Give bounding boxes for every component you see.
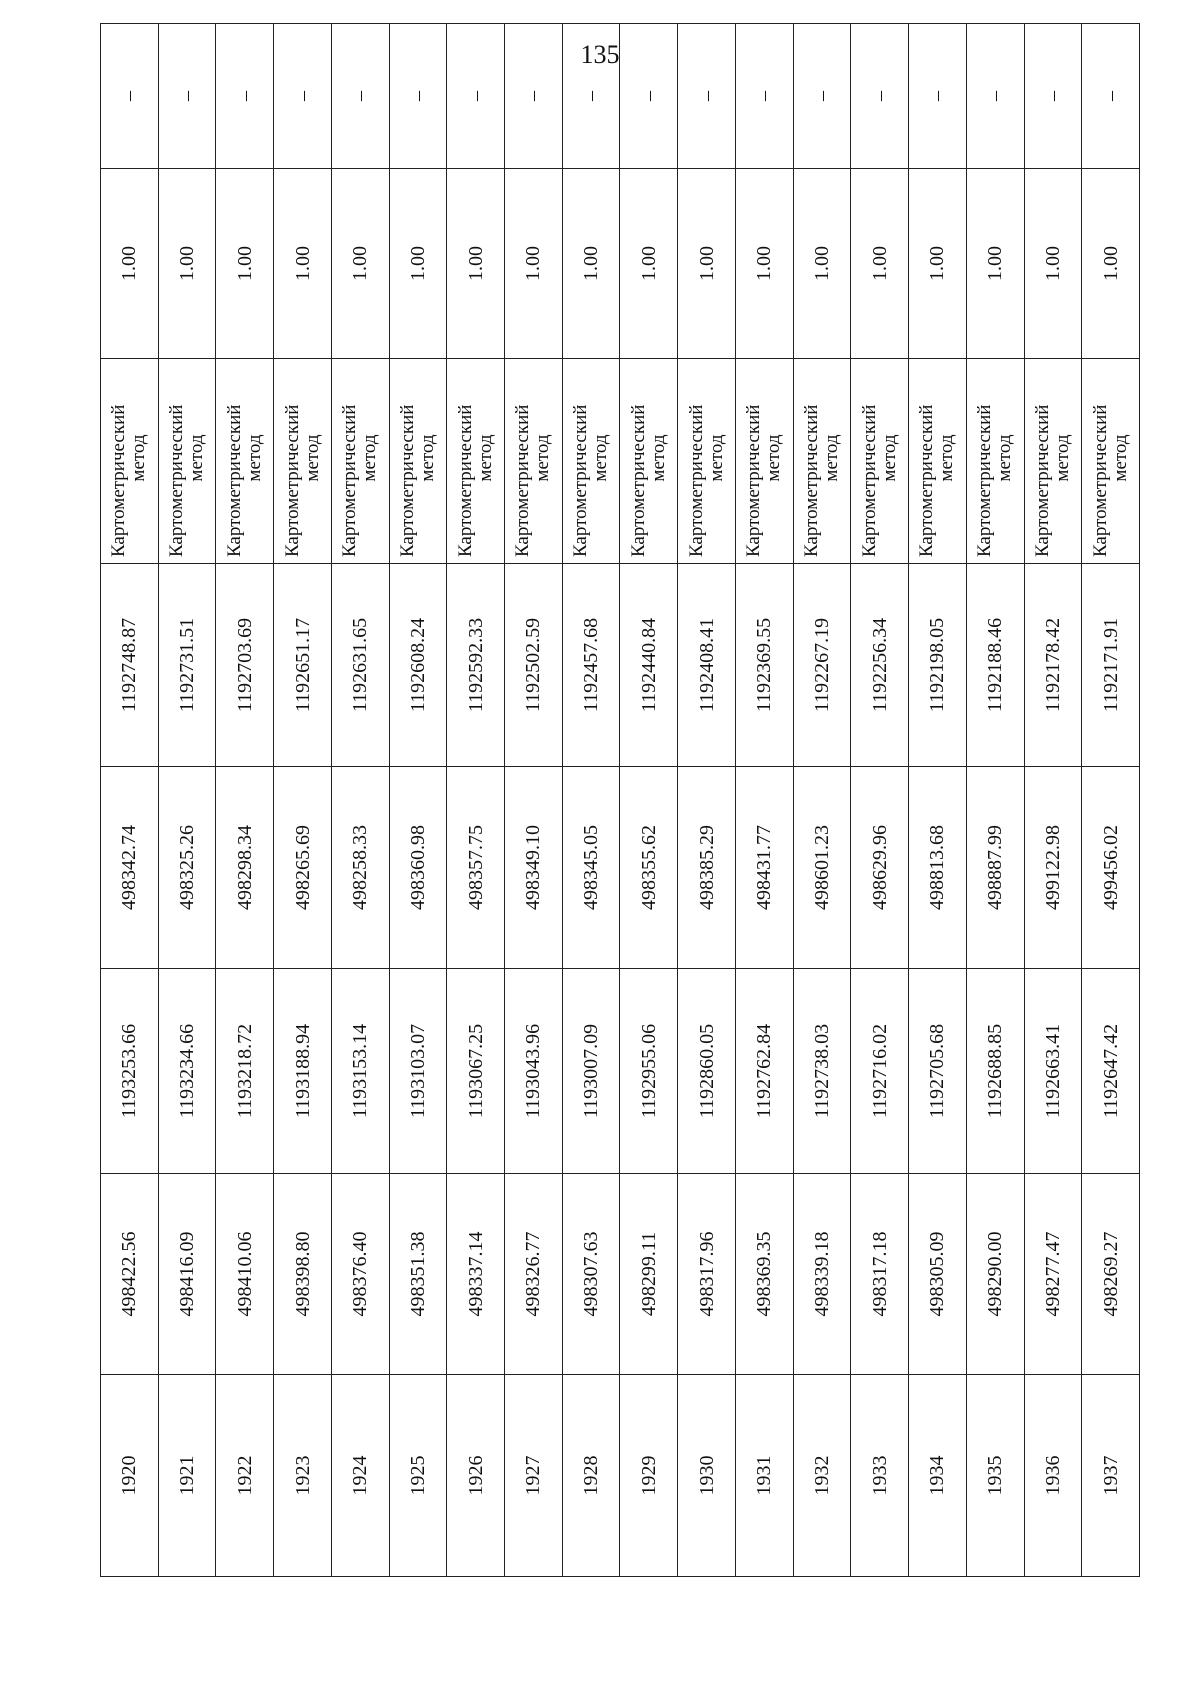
note-cell: – — [562, 24, 620, 169]
y-start-cell: 1193253.66 — [101, 969, 159, 1174]
x-end-cell: 498887.99 — [966, 767, 1024, 969]
y-end-cell: 1192408.41 — [678, 564, 736, 767]
method-line-1: Картометрический — [454, 404, 476, 557]
y-start-cell: 1193234.66 — [158, 969, 216, 1174]
method-line-2: метод — [647, 434, 669, 482]
accuracy-cell: 1.00 — [505, 169, 563, 359]
y-end-cell: 1192256.34 — [851, 564, 909, 767]
x-start-cell: 498307.63 — [562, 1174, 620, 1375]
method-line-2: метод — [820, 434, 842, 482]
method-line-1: Картометрический — [974, 404, 996, 557]
x-end-cell: 499122.98 — [1024, 767, 1082, 969]
accuracy-cell: 1.00 — [158, 169, 216, 359]
x-end-cell: 498355.62 — [620, 767, 678, 969]
method-line-2: метод — [416, 434, 438, 482]
table-body — [101, 24, 1140, 1577]
table-row — [1082, 24, 1140, 1577]
note-cell: – — [620, 24, 678, 169]
method-cell — [331, 359, 389, 564]
method-line-2: метод — [474, 434, 496, 482]
y-end-cell: 1192188.46 — [966, 564, 1024, 767]
table-row — [678, 24, 736, 1577]
method-cell — [1082, 359, 1140, 564]
method-cell — [1024, 359, 1082, 564]
x-start-cell: 498337.14 — [447, 1174, 505, 1375]
x-start-cell: 498305.09 — [909, 1174, 967, 1375]
point-number-cell: 1928 — [562, 1375, 620, 1577]
note-cell: – — [851, 24, 909, 169]
point-number-cell: 1931 — [735, 1375, 793, 1577]
x-start-cell: 498290.00 — [966, 1174, 1024, 1375]
table-row — [274, 24, 332, 1577]
method-line-1: Картометрический — [1089, 404, 1111, 557]
accuracy-cell: 1.00 — [389, 169, 447, 359]
accuracy-cell: 1.00 — [1082, 169, 1140, 359]
accuracy-cell: 1.00 — [1024, 169, 1082, 359]
y-end-cell: 1192748.87 — [101, 564, 159, 767]
method-line-1: Картометрический — [281, 404, 303, 557]
point-number-cell: 1933 — [851, 1375, 909, 1577]
x-start-cell: 498410.06 — [216, 1174, 274, 1375]
x-end-cell: 498601.23 — [793, 767, 851, 969]
x-end-cell: 498431.77 — [735, 767, 793, 969]
table-row — [389, 24, 447, 1577]
note-cell: – — [1024, 24, 1082, 169]
x-start-cell: 498269.27 — [1082, 1174, 1140, 1375]
accuracy-cell: 1.00 — [966, 169, 1024, 359]
method-line-1: Картометрический — [108, 404, 130, 557]
x-end-cell: 498385.29 — [678, 767, 736, 969]
y-end-cell: 1192178.42 — [1024, 564, 1082, 767]
note-cell: – — [505, 24, 563, 169]
method-line-1: Картометрический — [743, 404, 765, 557]
table-row — [562, 24, 620, 1577]
method-line-1: Картометрический — [223, 404, 245, 557]
method-line-2: метод — [590, 434, 612, 482]
accuracy-cell: 1.00 — [447, 169, 505, 359]
method-line-2: метод — [243, 434, 265, 482]
method-cell — [447, 359, 505, 564]
y-end-cell: 1192592.33 — [447, 564, 505, 767]
method-line-1: Картометрический — [512, 404, 534, 557]
y-start-cell: 1192762.84 — [735, 969, 793, 1174]
method-line-1: Картометрический — [339, 404, 361, 557]
accuracy-cell: 1.00 — [562, 169, 620, 359]
point-number-cell: 1922 — [216, 1375, 274, 1577]
point-number-cell: 1924 — [331, 1375, 389, 1577]
point-number-cell: 1930 — [678, 1375, 736, 1577]
method-line-1: Картометрический — [916, 404, 938, 557]
y-start-cell: 1193218.72 — [216, 969, 274, 1174]
point-number-cell: 1925 — [389, 1375, 447, 1577]
method-cell — [505, 359, 563, 564]
method-cell — [216, 359, 274, 564]
point-number-cell: 1934 — [909, 1375, 967, 1577]
accuracy-cell: 1.00 — [620, 169, 678, 359]
y-end-cell: 1192631.65 — [331, 564, 389, 767]
table-row — [735, 24, 793, 1577]
y-start-cell: 1192705.68 — [909, 969, 967, 1174]
y-end-cell: 1192703.69 — [216, 564, 274, 767]
method-line-2: метод — [1109, 434, 1131, 482]
method-cell — [793, 359, 851, 564]
method-line-2: метод — [878, 434, 900, 482]
x-start-cell: 498351.38 — [389, 1174, 447, 1375]
note-cell: – — [216, 24, 274, 169]
method-line-1: Картометрический — [685, 404, 707, 557]
accuracy-cell: 1.00 — [216, 169, 274, 359]
y-start-cell: 1193007.09 — [562, 969, 620, 1174]
point-number-cell: 1929 — [620, 1375, 678, 1577]
y-start-cell: 1192738.03 — [793, 969, 851, 1174]
method-line-1: Картометрический — [570, 404, 592, 557]
table-row — [966, 24, 1024, 1577]
table-row — [331, 24, 389, 1577]
y-end-cell: 1192608.24 — [389, 564, 447, 767]
page-number: 135 — [580, 40, 620, 69]
point-number-cell: 1926 — [447, 1375, 505, 1577]
table-row — [851, 24, 909, 1577]
x-start-cell: 498317.18 — [851, 1174, 909, 1375]
accuracy-cell: 1.00 — [678, 169, 736, 359]
method-cell — [678, 359, 736, 564]
point-number-cell: 1920 — [101, 1375, 159, 1577]
note-cell: – — [1082, 24, 1140, 169]
y-start-cell: 1192860.05 — [678, 969, 736, 1174]
accuracy-cell: 1.00 — [101, 169, 159, 359]
method-cell — [158, 359, 216, 564]
x-end-cell: 498345.05 — [562, 767, 620, 969]
point-number-cell: 1932 — [793, 1375, 851, 1577]
accuracy-cell: 1.00 — [735, 169, 793, 359]
rotated-table-container — [100, 91, 1140, 1577]
method-line-1: Картометрический — [627, 404, 649, 557]
y-end-cell: 1192369.55 — [735, 564, 793, 767]
note-cell: – — [158, 24, 216, 169]
method-cell — [735, 359, 793, 564]
y-start-cell: 1193067.25 — [447, 969, 505, 1174]
x-end-cell: 498349.10 — [505, 767, 563, 969]
x-end-cell: 498325.26 — [158, 767, 216, 969]
y-start-cell: 1192663.41 — [1024, 969, 1082, 1174]
method-line-2: метод — [532, 434, 554, 482]
method-line-1: Картометрический — [1031, 404, 1053, 557]
x-start-cell: 498326.77 — [505, 1174, 563, 1375]
x-start-cell: 498317.96 — [678, 1174, 736, 1375]
method-line-2: метод — [1051, 434, 1073, 482]
x-end-cell: 499456.02 — [1082, 767, 1140, 969]
x-end-cell: 498342.74 — [101, 767, 159, 969]
method-line-1: Картометрический — [801, 404, 823, 557]
note-cell: – — [678, 24, 736, 169]
x-end-cell: 498265.69 — [274, 767, 332, 969]
method-cell — [851, 359, 909, 564]
y-end-cell: 1192731.51 — [158, 564, 216, 767]
y-end-cell: 1192171.91 — [1082, 564, 1140, 767]
method-line-2: метод — [359, 434, 381, 482]
y-end-cell: 1192651.17 — [274, 564, 332, 767]
method-cell — [966, 359, 1024, 564]
method-line-1: Картометрический — [166, 404, 188, 557]
method-cell — [620, 359, 678, 564]
point-number-cell: 1927 — [505, 1375, 563, 1577]
x-start-cell: 498376.40 — [331, 1174, 389, 1375]
table-row — [793, 24, 851, 1577]
accuracy-cell: 1.00 — [274, 169, 332, 359]
method-cell — [101, 359, 159, 564]
table-row — [1024, 24, 1082, 1577]
note-cell: – — [274, 24, 332, 169]
note-cell: – — [909, 24, 967, 169]
point-number-cell: 1935 — [966, 1375, 1024, 1577]
x-start-cell: 498416.09 — [158, 1174, 216, 1375]
accuracy-cell: 1.00 — [793, 169, 851, 359]
y-end-cell: 1192457.68 — [562, 564, 620, 767]
x-end-cell: 498813.68 — [909, 767, 967, 969]
x-start-cell: 498398.80 — [274, 1174, 332, 1375]
method-cell — [274, 359, 332, 564]
coordinates-table — [100, 23, 1140, 1577]
y-start-cell: 1193043.96 — [505, 969, 563, 1174]
table-row — [505, 24, 563, 1577]
x-end-cell: 498258.33 — [331, 767, 389, 969]
y-start-cell: 1193188.94 — [274, 969, 332, 1174]
x-end-cell: 498298.34 — [216, 767, 274, 969]
table-row — [909, 24, 967, 1577]
point-number-cell: 1937 — [1082, 1375, 1140, 1577]
method-line-1: Картометрический — [858, 404, 880, 557]
y-start-cell: 1192955.06 — [620, 969, 678, 1174]
y-start-cell: 1193103.07 — [389, 969, 447, 1174]
note-cell: – — [793, 24, 851, 169]
method-line-2: метод — [301, 434, 323, 482]
y-start-cell: 1192647.42 — [1082, 969, 1140, 1174]
y-end-cell: 1192440.84 — [620, 564, 678, 767]
point-number-cell: 1923 — [274, 1375, 332, 1577]
accuracy-cell: 1.00 — [331, 169, 389, 359]
point-number-cell: 1921 — [158, 1375, 216, 1577]
x-start-cell: 498299.11 — [620, 1174, 678, 1375]
y-end-cell: 1192502.59 — [505, 564, 563, 767]
method-cell — [562, 359, 620, 564]
method-line-2: метод — [186, 434, 208, 482]
x-end-cell: 498629.96 — [851, 767, 909, 969]
table-row — [158, 24, 216, 1577]
table-row — [216, 24, 274, 1577]
accuracy-cell: 1.00 — [851, 169, 909, 359]
point-number-cell: 1936 — [1024, 1375, 1082, 1577]
note-cell: – — [331, 24, 389, 169]
accuracy-cell: 1.00 — [909, 169, 967, 359]
y-end-cell: 1192267.19 — [793, 564, 851, 767]
note-cell: – — [447, 24, 505, 169]
x-start-cell: 498339.18 — [793, 1174, 851, 1375]
note-cell: – — [735, 24, 793, 169]
y-start-cell: 1192688.85 — [966, 969, 1024, 1174]
note-cell: – — [101, 24, 159, 169]
x-end-cell: 498360.98 — [389, 767, 447, 969]
method-line-2: метод — [128, 434, 150, 482]
x-start-cell: 498369.35 — [735, 1174, 793, 1375]
x-end-cell: 498357.75 — [447, 767, 505, 969]
method-line-2: метод — [936, 434, 958, 482]
table-row — [447, 24, 505, 1577]
y-start-cell: 1192716.02 — [851, 969, 909, 1174]
y-end-cell: 1192198.05 — [909, 564, 967, 767]
x-start-cell: 498422.56 — [101, 1174, 159, 1375]
note-cell: – — [966, 24, 1024, 169]
method-line-1: Картометрический — [397, 404, 419, 557]
method-cell — [389, 359, 447, 564]
method-line-2: метод — [705, 434, 727, 482]
table-row — [101, 24, 159, 1577]
method-cell — [909, 359, 967, 564]
method-line-2: метод — [994, 434, 1016, 482]
method-line-2: метод — [763, 434, 785, 482]
y-start-cell: 1193153.14 — [331, 969, 389, 1174]
x-start-cell: 498277.47 — [1024, 1174, 1082, 1375]
table-row — [620, 24, 678, 1577]
note-cell: – — [389, 24, 447, 169]
